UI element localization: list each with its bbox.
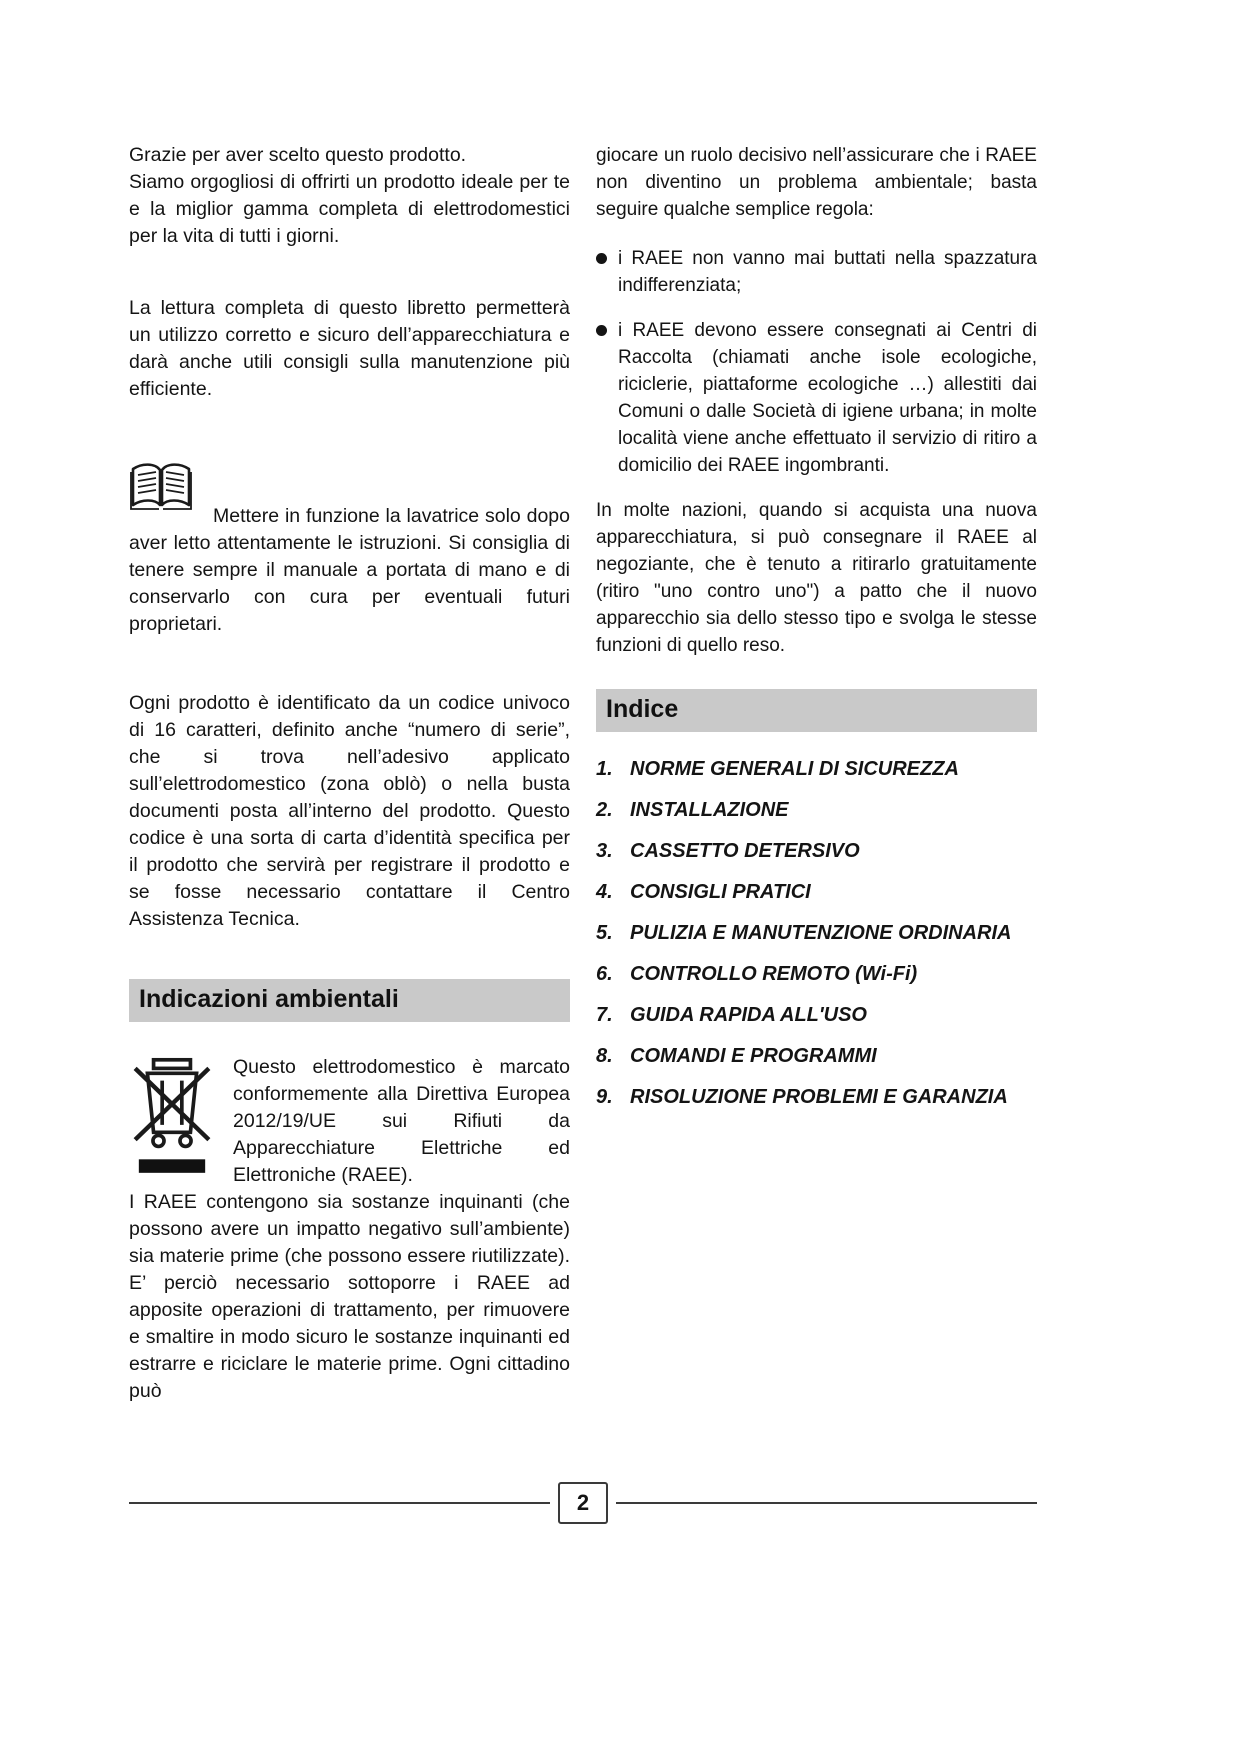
index-item-number: 6. <box>596 963 613 985</box>
footer-rule-right <box>616 1502 1037 1504</box>
index-heading-bar <box>596 689 1037 732</box>
weee-marking-paragraph <box>129 1054 570 1189</box>
right-column <box>596 142 1037 1110</box>
index-item-number: 3. <box>596 840 613 862</box>
index-item-label: RISOLUZIONE PROBLEMI E GARANZIA <box>630 1086 1008 1108</box>
index-item-label: GUIDA RAPIDA ALL'USO <box>630 1004 867 1026</box>
index-item-number: 4. <box>596 881 613 903</box>
index-item-number: 8. <box>596 1045 613 1067</box>
index-item-label: CONSIGLI PRATICI <box>630 881 811 903</box>
weee-marking-text: Questo elettrodomestico è marcato conformemente alla Direttiva Europea 2012/19/UE sui Rifiuti da Apparecchiature Elettriche ed Elettroniche (RAEE). <box>233 1056 570 1186</box>
bullet-text: i RAEE non vanno mai buttati nella spazzatura indifferenziata; <box>618 248 1037 296</box>
raee-rules-list <box>596 245 1037 479</box>
bullet-text: i RAEE devono essere consegnati ai Centri di Raccolta (chiamati anche isole ecologiche, riciclerie, piattaforme ecologiche …) allestiti dai Comuni o dalle Società di igiene urbana; in molte località viene anche effettuato il servizio di ritiro a domicilio dei RAEE ingombranti. <box>618 320 1037 476</box>
manual-instructions-text: Mettere in funzione la lavatrice solo dopo aver letto attentamente le istruzioni. Si consiglia di tenere sempre il manuale a portata di mano e di conservarlo con cura per eventuali futuri proprietari. <box>129 505 570 635</box>
index-item <box>596 1043 1037 1069</box>
index-item <box>596 1084 1037 1110</box>
page-number-box <box>558 1482 608 1524</box>
index-item-number: 7. <box>596 1004 613 1026</box>
filled-circle-bullet-icon <box>596 325 607 336</box>
manual-instructions-paragraph <box>129 503 570 638</box>
index-item-label: COMANDI E PROGRAMMI <box>630 1045 877 1067</box>
index-item <box>596 756 1037 782</box>
intro-line: Grazie per aver scelto questo prodotto. <box>129 144 467 166</box>
index-heading: Indice <box>606 695 679 723</box>
index-item-label: CASSETTO DETERSIVO <box>630 840 860 862</box>
index-item-number: 9. <box>596 1086 613 1108</box>
environmental-heading-bar <box>129 979 570 1022</box>
index-item <box>596 797 1037 823</box>
uno-contro-uno-paragraph: In molte nazioni, quando si acquista una nuova apparecchiatura, si può consegnare il RAEE al negoziante, che è tenuto a ritirarlo gratuitamente (ritiro "uno contro uno") a patto che il nuovo apparecchio sia dello stesso tipo e svolga le stesse funzioni di quello reso. <box>596 500 1037 656</box>
index-item-number: 5. <box>596 922 613 944</box>
index-item-label: INSTALLAZIONE <box>630 799 789 821</box>
index-item <box>596 879 1037 905</box>
index-item <box>596 920 1037 946</box>
page-number: 2 <box>576 1490 590 1515</box>
list-item <box>596 317 1037 479</box>
list-item <box>596 245 1037 299</box>
index-item-number: 1. <box>596 758 613 780</box>
reading-advice-paragraph: La lettura completa di questo libretto permetterà un utilizzo corretto e sicuro dell’apparecchiatura e darà anche utili consigli sulla manutenzione più efficiente. <box>129 297 570 400</box>
raee-rules-paragraph: giocare un ruolo decisivo nell’assicurare che i RAEE non diventino un problema ambientale; basta seguire qualche semplice regola: <box>596 145 1037 220</box>
intro-paragraph <box>129 142 570 250</box>
index-item <box>596 961 1037 987</box>
index-item-number: 2. <box>596 799 613 821</box>
serial-number-paragraph: Ogni prodotto è identificato da un codice univoco di 16 caratteri, definito anche “numero di serie”, che si trova nell’adesivo applicato sull’elettrodomestico (zona oblò) o nella busta documenti posta all’interno del prodotto. Questo codice è una sorta di carta d’identità specifica per il prodotto che servirà per registrare il prodotto e se fosse necessario contattare il Centro Assistenza Tecnica. <box>129 692 570 930</box>
filled-circle-bullet-icon <box>596 253 607 264</box>
index-item-label: PULIZIA E MANUTENZIONE ORDINARIA <box>630 922 1012 944</box>
crossed-out-wheeled-bin-icon <box>129 1056 219 1188</box>
page-footer <box>129 1482 1037 1524</box>
open-book-icon <box>129 461 193 521</box>
index-item-label: NORME GENERALI DI SICUREZZA <box>630 758 959 780</box>
footer-rule-left <box>129 1502 550 1504</box>
intro-text: Siamo orgogliosi di offrirti un prodotto ideale per te e la miglior gamma completa di elettrodomestici per la vita di tutti i giorni. <box>129 171 570 247</box>
index-item <box>596 1002 1037 1028</box>
index-list <box>596 756 1037 1110</box>
environmental-heading: Indicazioni ambientali <box>139 985 399 1013</box>
raee-content-paragraph: I RAEE contengono sia sostanze inquinanti (che possono avere un impatto negativo sull’ambiente) sia materie prime (che possono essere riutilizzate). E’ perciò necessario sottoporre i RAEE ad apposite operazioni di trattamento, per rimuovere e smaltire in modo sicuro le sostanze inquinanti ed estrarre e riciclare le materie prime. Ogni cittadino può <box>129 1191 570 1402</box>
index-item-label: CONTROLLO REMOTO (Wi-Fi) <box>630 963 918 985</box>
index-item <box>596 838 1037 864</box>
left-column <box>129 142 570 1405</box>
